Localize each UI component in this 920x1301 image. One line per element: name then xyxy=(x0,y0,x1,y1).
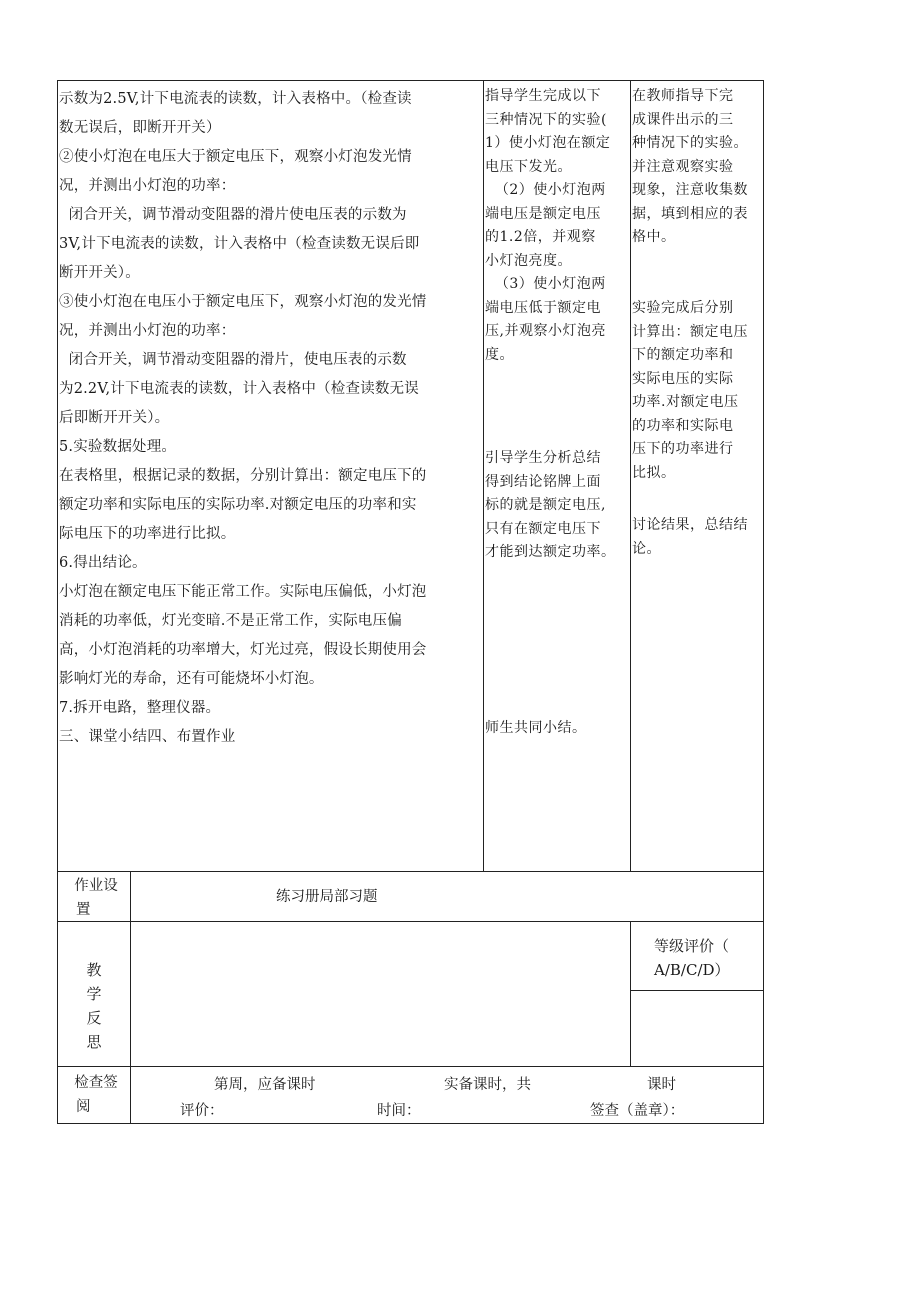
student-column-block3 xyxy=(632,514,764,561)
check-label-line2: 阅 xyxy=(76,1099,91,1115)
main-line: 况，并测出小灯泡的功率： xyxy=(59,178,236,194)
grade-label-line1: 等级评价（ xyxy=(654,937,730,955)
check-label xyxy=(62,1071,130,1119)
teacher-line: （2）使小灯泡两 xyxy=(485,182,606,198)
teacher-line: 引导学生分析总结 xyxy=(485,450,601,466)
teacher-line: 标的就是额定电压, xyxy=(485,497,606,513)
main-line: 影响灯光的寿命，还有可能烧坏小灯泡。 xyxy=(59,671,324,687)
main-line: 后即断开开关）。 xyxy=(59,410,170,426)
main-line: 际电压下的功率进行比拟。 xyxy=(59,526,236,542)
teacher-line: 师生共同小结。 xyxy=(485,720,587,736)
row-line-check-top xyxy=(57,1066,764,1067)
student-line: 讨论结果，总结结 xyxy=(632,517,748,533)
student-line: 比拟。 xyxy=(632,464,676,481)
teacher-column-block3 xyxy=(485,717,630,741)
teacher-line: 指导学生完成以下 xyxy=(485,88,601,104)
student-column-block1 xyxy=(632,85,764,250)
teacher-line: 才能到达额定功率。 xyxy=(485,544,616,560)
main-line: 额定功率和实际电压的实际功率.对额定电压的功率和实 xyxy=(59,497,417,513)
student-column-block2 xyxy=(632,297,764,485)
grade-label xyxy=(654,934,764,982)
divider-teacher-student xyxy=(630,80,631,872)
main-line: 况，并测出小灯泡的功率： xyxy=(59,323,236,339)
main-line: 3V,计下电流表的读数，计入表格中（检查读数无误后即 xyxy=(59,236,420,252)
teacher-line: 三种情况下的实验( xyxy=(485,111,607,128)
check-evaluation: 评价： xyxy=(180,1103,224,1119)
main-column xyxy=(59,85,483,752)
main-line: 为2.2V,计下电流表的读数，计入表格中（检查读数无误 xyxy=(59,381,420,397)
row-line-homework-top xyxy=(57,871,764,872)
main-line: 消耗的功率低，灯光变暗.不是正常工作，实际电压偏 xyxy=(59,613,402,629)
homework-content: 练习册局部习题 xyxy=(276,889,378,905)
teacher-line: 端电压是额定电压 xyxy=(485,205,601,222)
main-line: 6.得出结论。 xyxy=(59,555,147,571)
main-line: 高，小灯泡消耗的功率增大，灯光过亮，假设长期使用会 xyxy=(59,642,427,658)
teacher-line: 度。 xyxy=(485,346,514,363)
teacher-line: 电压下发光。 xyxy=(485,158,572,175)
divider-grade-box xyxy=(630,921,631,1066)
divider-main-teacher xyxy=(483,80,484,872)
teacher-line: 得到结论铭牌上面 xyxy=(485,473,601,490)
student-line: 压下的功率进行 xyxy=(632,441,734,457)
teacher-line: （3）使小灯泡两 xyxy=(485,276,606,292)
homework-label xyxy=(62,874,130,922)
student-line: 功率.对额定电压 xyxy=(632,394,739,410)
student-line: 实际电压的实际 xyxy=(632,370,734,387)
teacher-line: 端电压低于额定电 xyxy=(485,299,601,316)
check-actual: 实备课时，共 xyxy=(444,1077,531,1093)
main-line: 闭合开关，调节滑动变阻器的滑片使电压表的示数为 xyxy=(59,207,407,223)
main-line: ②使小灯泡在电压大于额定电压下，观察小灯泡发光情 xyxy=(59,149,412,165)
check-label-line1: 检查签 xyxy=(74,1075,118,1091)
main-line: 在表格里，根据记录的数据，分别计算出：额定电压下的 xyxy=(59,468,427,484)
grade-label-line2: A/B/C/D） xyxy=(654,961,730,979)
check-week: 第周，应备课时 xyxy=(214,1077,316,1093)
student-line: 的功率和实际电 xyxy=(632,417,734,434)
teacher-line: 小灯泡亮度。 xyxy=(485,252,572,269)
main-line: 闭合开关，调节滑动变阻器的滑片，使电压表的示数 xyxy=(59,352,407,368)
grade-box-line xyxy=(630,990,764,991)
row-line-reflection-top xyxy=(57,921,764,922)
main-line: 示数为2.5V,计下电流表的读数，计入表格中。（检查读 xyxy=(59,91,412,107)
homework-label-line1: 作业设 xyxy=(74,878,118,894)
teacher-line: 1）使小灯泡在额定 xyxy=(485,135,611,151)
teacher-line: 压,并观察小灯泡亮 xyxy=(485,323,606,339)
teacher-column-block2 xyxy=(485,447,630,565)
main-line: 小灯泡在额定电压下能正常工作。实际电压偏低，小灯泡 xyxy=(59,584,427,600)
main-line: 断开开关）。 xyxy=(59,265,140,281)
main-line: 三、课堂小结四、布置作业 xyxy=(59,729,236,745)
student-line: 在教师指导下完 xyxy=(632,88,734,104)
divider-label-column xyxy=(130,871,131,1124)
student-line: 计算出：额定电压 xyxy=(632,323,748,340)
teacher-column-block1 xyxy=(485,85,630,367)
main-line: 5.实验数据处理。 xyxy=(59,439,177,455)
check-signature: 签查（盖章）： xyxy=(590,1103,685,1119)
student-line: 成课件出示的三 xyxy=(632,111,734,128)
main-line: ③使小灯泡在电压小于额定电压下，观察小灯泡的发光情 xyxy=(59,294,427,310)
reflection-char: 学 xyxy=(86,985,102,1003)
student-line: 论。 xyxy=(632,540,661,557)
main-line: 7.拆开电路，整理仪器。 xyxy=(59,700,221,716)
main-line: 数无误后，即断开开关） xyxy=(59,120,221,136)
check-hours: 课时 xyxy=(647,1077,676,1093)
student-line: 并注意观察实验 xyxy=(632,158,734,175)
student-line: 实验完成后分别 xyxy=(632,300,734,316)
student-line: 据，填到相应的表 xyxy=(632,205,748,222)
teacher-line: 的1.2倍，并观察 xyxy=(485,229,596,245)
check-time: 时间： xyxy=(377,1103,421,1119)
reflection-char: 反 xyxy=(86,1009,102,1027)
reflection-char: 教 xyxy=(86,961,102,979)
student-line: 格中。 xyxy=(632,229,676,245)
teacher-line: 只有在额定电压下 xyxy=(485,520,601,537)
homework-label-line2: 置 xyxy=(76,902,91,918)
student-line: 种情况下的实验。 xyxy=(632,135,748,151)
student-line: 现象，注意收集数 xyxy=(632,182,748,198)
reflection-label xyxy=(83,958,105,1054)
student-line: 下的额定功率和 xyxy=(632,347,734,363)
reflection-char: 思 xyxy=(86,1033,102,1051)
